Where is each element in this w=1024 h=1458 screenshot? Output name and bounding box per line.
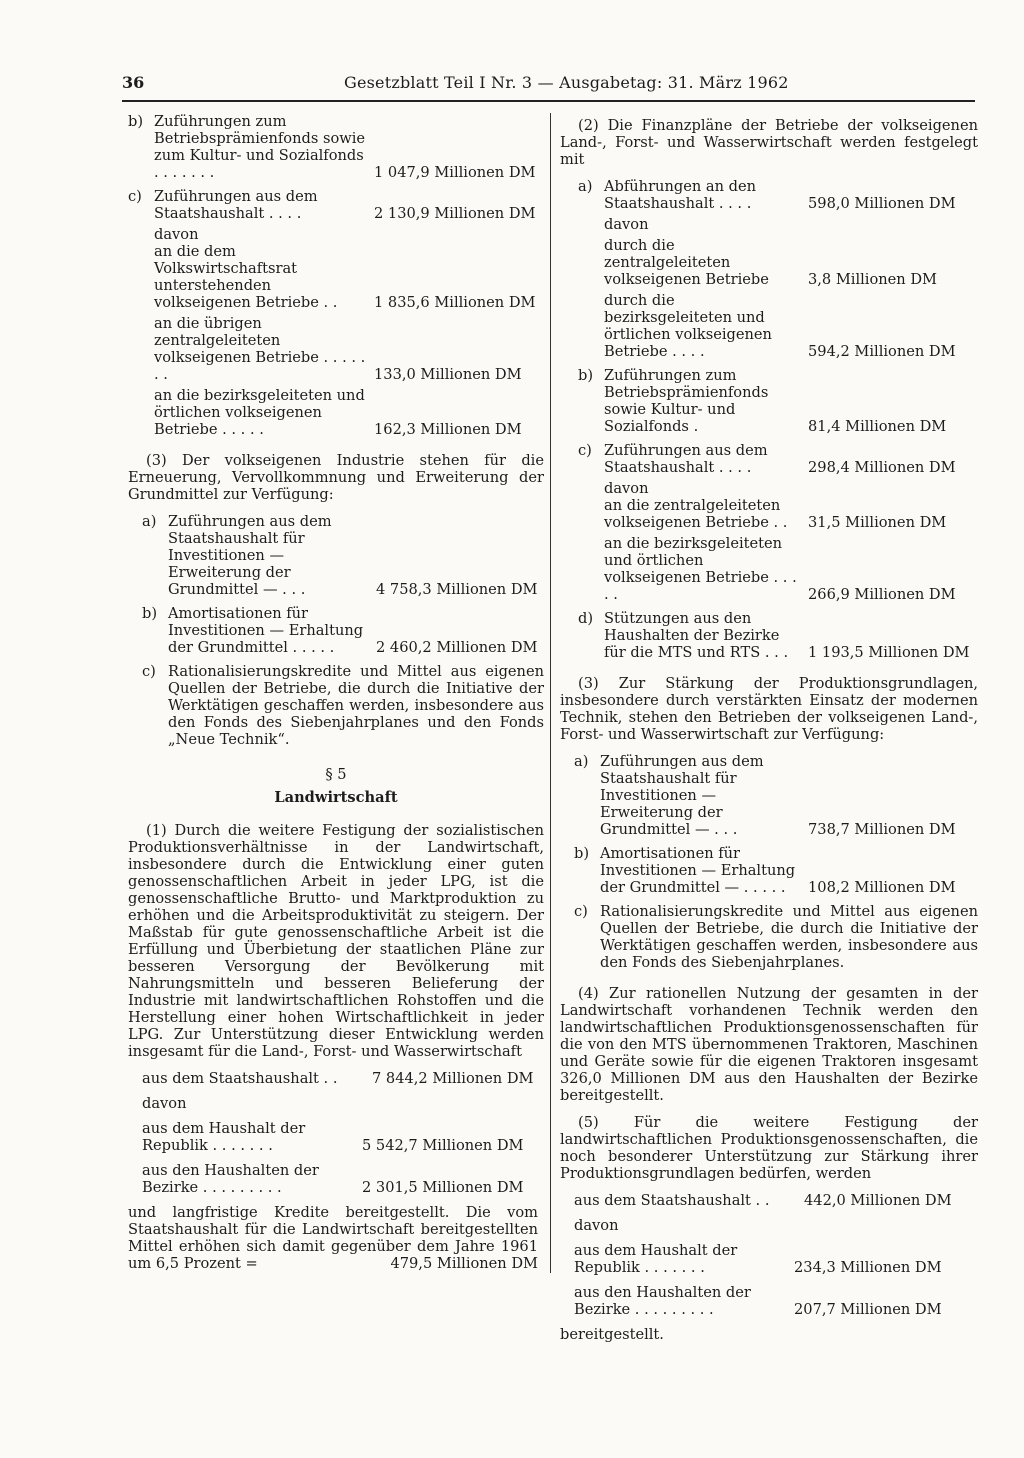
row-amount: 598,0 Millionen DM	[808, 195, 956, 212]
paragraph-4: (4) Zur rationellen Nutzung der gesamten in der Landwirtschaft vorhandenen Technik werden den landwirtschaftlichen Produktionsgenossenschaften für die von den MTS übernommenen Traktoren, Maschinen und Geräte sowie für die eigenen Traktoren insgesamt 326,0 Millionen DM aus den Haushalten der Bezirke bereitgestellt.	[560, 985, 978, 1104]
amount-row	[600, 753, 978, 838]
entry-b	[128, 113, 544, 181]
row-amount: 234,3 Millionen DM	[794, 1259, 942, 1276]
amount-row	[142, 1070, 544, 1087]
amount-row	[604, 237, 978, 288]
right-column	[560, 117, 978, 1343]
column-divider	[550, 113, 551, 1273]
row-text: aus dem Staatshaushalt . .	[574, 1192, 770, 1209]
amount-row	[604, 610, 978, 661]
entry-text: Rationalisierungskredite und Mittel aus eigenen Quellen der Betriebe, die durch die Initiative der Werktätigen geschaffen werden, insbesondere aus den Fonds des Siebenjahrplanes und den Fonds „Neue Technik“.	[168, 663, 544, 748]
row-text: Zuführungen aus dem Staatshaushalt . . . .	[604, 442, 768, 476]
amount-row	[604, 178, 978, 212]
entry-label: a)	[578, 178, 593, 195]
row-amount: 4 758,3 Millionen DM	[376, 581, 538, 598]
entry-a	[560, 178, 978, 360]
funding-list	[560, 1192, 978, 1318]
row-text: aus dem Haushalt der Republik . . . . . . .	[142, 1120, 306, 1154]
entry-label: b)	[574, 845, 590, 862]
closing-text: und langfristige Kredite bereitgestellt. Die vom Staatshaushalt für die Landwirtschaft bereitgestellten Mittel erhöhen sich damit gegenüber dem Jahre 1961 um 6,5 Prozent = 479,5 Millionen DM	[128, 1204, 538, 1272]
row-text: aus dem Haushalt der Republik . . . . . . .	[574, 1242, 738, 1276]
section-number: § 5	[325, 766, 347, 783]
entry-3a	[560, 753, 978, 838]
entry-text: Rationalisierungskredite und Mittel aus eigenen Quellen der Betriebe, die durch die Initiative der Werktätigen geschaffen werden, insbesondere aus den Fonds des Siebenjahrplanes.	[600, 903, 978, 971]
row-amount: 133,0 Millionen DM	[374, 366, 522, 383]
row-amount: 7 844,2 Millionen DM	[372, 1070, 534, 1087]
row-text: durch die zentralgeleiteten volkseigenen Betriebe	[604, 237, 769, 288]
entry-3b	[128, 605, 544, 656]
row-amount: 3,8 Millionen DM	[808, 271, 937, 288]
amount-row	[154, 113, 544, 181]
page-number: 36	[122, 73, 145, 92]
amount-row	[142, 1162, 544, 1196]
amount-row	[604, 292, 978, 360]
paragraph-5: (5) Für die weitere Festigung der landwirtschaftlichen Produktionsgenossenschaften, die noch besonderer Unterstützung zur Stärkung ihrer Produktionsgrundlagen bedürfen, werden	[560, 1114, 978, 1182]
entry-label: c)	[574, 903, 588, 920]
amount-row	[604, 535, 978, 603]
row-amount: 31,5 Millionen DM	[808, 514, 947, 531]
entry-d	[560, 610, 978, 661]
entry-label: c)	[128, 188, 142, 205]
amount-row	[154, 243, 544, 311]
entry-b	[560, 367, 978, 435]
row-amount: 1 193,5 Millionen DM	[808, 644, 970, 661]
amount-row	[574, 1242, 978, 1276]
entry-label: b)	[142, 605, 158, 622]
row-amount: 2 301,5 Millionen DM	[362, 1179, 524, 1196]
entry-3a	[128, 513, 544, 598]
row-amount: 442,0 Millionen DM	[804, 1192, 952, 1209]
davon-label: davon	[142, 1095, 187, 1112]
entry-3c	[560, 903, 978, 971]
davon-label: davon	[154, 226, 199, 243]
page-header	[122, 74, 975, 102]
entry-c	[128, 188, 544, 438]
davon-label: davon	[604, 480, 649, 497]
row-text: Abführungen an den Staatshaushalt . . . .	[604, 178, 756, 212]
row-amount: 594,2 Millionen DM	[808, 343, 956, 360]
amount-row	[604, 497, 978, 531]
row-amount: 207,7 Millionen DM	[794, 1301, 942, 1318]
entry-label: a)	[142, 513, 157, 530]
row-amount: 266,9 Millionen DM	[808, 586, 956, 603]
paragraph-3: (3) Zur Stärkung der Produktionsgrundlagen, insbesondere durch verstärkten Einsatz der modernen Technik, stehen den Betrieben der volkseigenen Land-, Forst- und Wasserwirtschaft zur Verfügung:	[560, 675, 978, 743]
row-amount: 1 835,6 Millionen DM	[374, 294, 536, 311]
row-text: aus dem Staatshaushalt . .	[142, 1070, 338, 1087]
amount-row	[168, 513, 544, 598]
funding-list	[128, 1070, 544, 1196]
amount-row	[154, 387, 544, 438]
row-amount: 5 542,7 Millionen DM	[362, 1137, 524, 1154]
entry-label: a)	[574, 753, 589, 770]
entry-3c	[128, 663, 544, 748]
amount-row	[574, 1192, 978, 1209]
entry-c	[560, 442, 978, 603]
row-text: aus den Haushalten der Bezirke . . . . . . . . .	[142, 1162, 319, 1196]
paragraph-1: (1) Durch die weitere Festigung der sozialistischen Produktionsverhältnisse in der Landwirtschaft, insbesondere durch die Entwicklung einer guten genossenschaftlichen Arbeit in jeder LPG, ist die genossenschaftliche Brutto- und Marktproduktion zu erhöhen und die Arbeitsproduktivität zu steigern. Der Maßstab für gute genossenschaftliche Arbeit ist die Erfüllung und Überbietung der staatlichen Pläne zur besseren Versorgung der Bevölkerung mit Nahrungsmitteln und besseren Belieferung der Industrie mit landwirtschaftlichen Rohstoffen und die Herstellung einer hohen Wirtschaftlichkeit in jeder LPG. Zur Unterstützung dieser Entwicklung werden insgesamt für die Land-, Forst- und Wasserwirtschaft	[128, 822, 544, 1060]
amount-row	[154, 188, 544, 222]
paragraph-3: (3) Der volkseigenen Industrie stehen für die Erneuerung, Vervollkommnung und Erweiterung der Grundmittel zur Verfügung:	[128, 452, 544, 503]
running-head: Gesetzblatt Teil I Nr. 3 — Ausgabetag: 31. März 1962	[344, 73, 789, 92]
davon-label: davon	[574, 1217, 619, 1234]
row-amount: 1 047,9 Millionen DM	[374, 164, 536, 181]
row-text: an die bezirksgeleiteten und örtlichen volkseigenen Betriebe . . . . .	[154, 387, 365, 438]
paragraph-2: (2) Die Finanzpläne der Betriebe der volkseigenen Land-, Forst- und Wasserwirtschaft werden festgelegt mit	[560, 117, 978, 168]
entry-3b	[560, 845, 978, 896]
row-text: an die dem Volkswirtschaftsrat unterstehenden volkseigenen Betriebe . .	[154, 243, 338, 311]
closing-row	[128, 1204, 544, 1272]
row-amount: 81,4 Millionen DM	[808, 418, 947, 435]
row-amount: 738,7 Millionen DM	[808, 821, 956, 838]
row-text: durch die bezirksgeleiteten und örtlichen volkseigenen Betriebe . . . .	[604, 292, 772, 360]
row-text: Amortisationen für Investitionen — Erhaltung der Grundmittel — . . . . .	[600, 845, 796, 896]
amount-row	[604, 442, 978, 476]
row-text: Stützungen aus den Haushalten der Bezirke für die MTS und RTS . . .	[604, 610, 789, 661]
row-amount: 108,2 Millionen DM	[808, 879, 956, 896]
row-text: aus den Haushalten der Bezirke . . . . . . . . .	[574, 1284, 751, 1318]
entry-label: d)	[578, 610, 594, 627]
entry-label: c)	[578, 442, 592, 459]
row-amount: 162,3 Millionen DM	[374, 421, 522, 438]
row-text: Zuführungen aus dem Staatshaushalt für Investitionen — Erweiterung der Grundmittel — . . .	[600, 753, 764, 838]
amount-row	[600, 845, 978, 896]
row-amount: 298,4 Millionen DM	[808, 459, 956, 476]
row-text: an die zentralgeleiteten volkseigenen Betriebe . .	[604, 497, 788, 531]
row-amount: 2 460,2 Millionen DM	[376, 639, 538, 656]
entry-label: b)	[128, 113, 144, 130]
row-text: an die bezirksgeleiteten und örtlichen volkseigenen Betriebe . . . . .	[604, 535, 797, 603]
entry-label: b)	[578, 367, 594, 384]
row-amount: 2 130,9 Millionen DM	[374, 205, 536, 222]
row-text: an die übrigen zentralgeleiteten volkseigenen Betriebe . . . . . . .	[154, 315, 366, 383]
closing-text: bereitgestellt.	[560, 1326, 664, 1343]
amount-row	[154, 315, 544, 383]
amount-row	[604, 367, 978, 435]
row-text: Zuführungen aus dem Staatshaushalt . . . .	[154, 188, 318, 222]
row-text: Zuführungen zum Betriebsprämienfonds sowie zum Kultur- und Sozialfonds . . . . . . .	[154, 113, 366, 181]
row-text: Zuführungen zum Betriebsprämienfonds sowie Kultur- und Sozialfonds .	[604, 367, 769, 435]
amount-row	[142, 1120, 544, 1154]
closing-amount: 479,5 Millionen DM	[390, 1255, 538, 1272]
amount-row	[574, 1284, 978, 1318]
entry-label: c)	[142, 663, 156, 680]
section-title: Landwirtschaft	[274, 789, 398, 806]
left-column	[128, 113, 544, 1272]
davon-label: davon	[604, 216, 649, 233]
amount-row	[168, 605, 544, 656]
row-text: Amortisationen für Investitionen — Erhaltung der Grundmittel . . . . .	[168, 605, 364, 656]
row-text: Zuführungen aus dem Staatshaushalt für Investitionen — Erweiterung der Grundmittel — . . .	[168, 513, 332, 598]
